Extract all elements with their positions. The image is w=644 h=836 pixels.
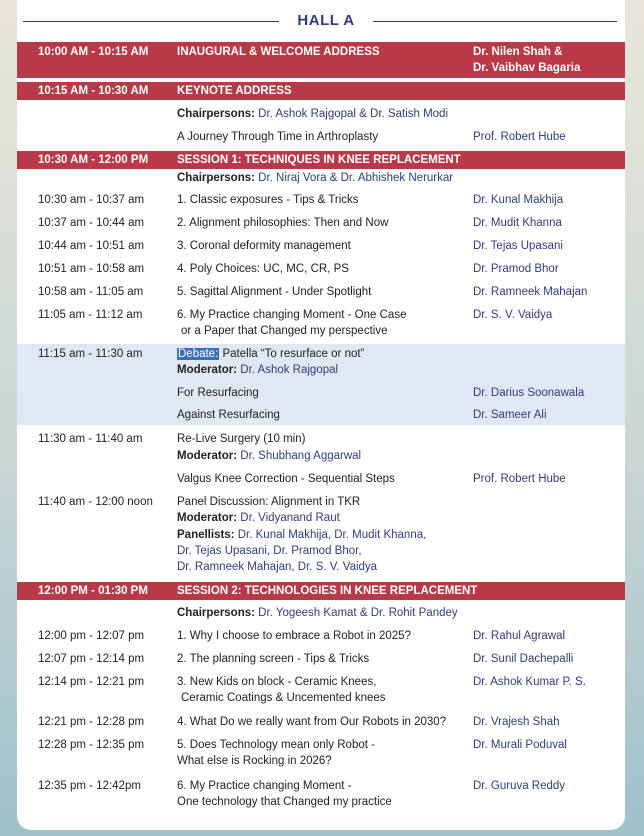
title-line-1: 5. Does Technology mean only Robot - [177, 739, 375, 751]
moderator-label: Moderator: [177, 450, 238, 462]
chairpersons-row [17, 170, 625, 188]
debate-block [17, 344, 625, 425]
speaker: Dr. Sameer Ali [473, 409, 547, 421]
chair-names: Dr. Yogeesh Kamat & Dr. Rohit Pandey [258, 607, 458, 619]
speaker: Dr. Vaibhav Bagaria [473, 62, 581, 74]
moderator-name: Dr. Shubhang Aggarwal [240, 450, 362, 462]
talk-row [17, 215, 625, 233]
title: A Journey Through Time in Arthroplasty [177, 131, 379, 143]
panel-row [17, 494, 625, 576]
debate-label: Debate: [178, 348, 219, 360]
time: 10:15 AM - 10:30 AM [38, 85, 149, 97]
panellists-label: Panellists: [177, 529, 235, 541]
session-row-2 [17, 582, 625, 600]
speaker: Dr. Tejas Upasani [473, 240, 563, 252]
title-line-2: One technology that Changed my practice [177, 796, 392, 808]
header-rule-right [373, 21, 617, 22]
speaker: Dr. Kunal Makhija [473, 194, 564, 206]
title: Against Resurfacing [177, 409, 280, 421]
chair-label: Chairpersons: [177, 607, 255, 619]
time: 12:35 pm - 12:42pm [38, 780, 141, 792]
moderator [177, 510, 469, 526]
speaker: Dr. Mudit Khanna [473, 217, 562, 229]
chairpersons [177, 605, 617, 621]
panellists-names-3: Dr. Ramneek Mahajan, Dr. S. V. Vaidya [177, 561, 378, 573]
chair-label: Chairpersons: [177, 108, 255, 120]
time: 10:58 am - 11:05 am [38, 286, 144, 298]
time: 11:30 am - 11:40 am [38, 433, 143, 445]
speaker: Prof. Robert Hube [473, 131, 566, 143]
time: 11:40 am - 12:00 noon [38, 496, 153, 508]
debate-text: Patella “To resurface or not” [222, 348, 365, 360]
title: 3. Coronal deformity management [177, 240, 351, 252]
title-line-1: 3. New Kids on block - Ceramic Knees, [177, 676, 377, 688]
title: INAUGURAL & WELCOME ADDRESS [177, 46, 380, 58]
title-line-2: or a Paper that Changed my perspective [181, 325, 388, 337]
hall-header [17, 8, 625, 36]
talk-row [17, 307, 625, 343]
title-line-2: What else is Rocking in 2026? [177, 755, 332, 767]
speaker: Dr. Ramneek Mahajan [473, 286, 588, 298]
moderator-label: Moderator: [177, 364, 238, 376]
title: Re-Live Surgery (10 min) [177, 433, 306, 445]
title-line-2: Ceramic Coatings & Uncemented knees [181, 692, 386, 704]
session-row-keynote [17, 82, 625, 100]
session-row-inaugural [17, 42, 625, 78]
speaker: Dr. Guruva Reddy [473, 780, 566, 792]
title: 1. Classic exposures - Tips & Tricks [177, 194, 359, 206]
chair-names: Dr. Ashok Rajgopal & Dr. Satish Modi [258, 108, 449, 120]
title: For Resurfacing [177, 387, 259, 399]
panellists-names-2: Dr. Tejas Upasani, Dr. Pramod Bhor, [177, 545, 362, 557]
schedule-card [17, 0, 625, 830]
moderator-name: Dr. Vidyanand Raut [240, 512, 340, 524]
chair-names: Dr. Niraj Vora & Dr. Abhishek Nerurkar [258, 172, 454, 184]
talk-row [17, 192, 625, 210]
talk-row [17, 651, 625, 669]
title: Panel Discussion: Alignment in TKR [177, 496, 361, 508]
speaker: Dr. Rahul Agrawal [473, 630, 566, 642]
speaker: Dr. Murali Poduval [473, 739, 567, 751]
talk-row [17, 261, 625, 279]
speaker: Dr. Ashok Kumar P. S. [473, 676, 586, 688]
time: 12:14 pm - 12:21 pm [38, 676, 145, 688]
chairpersons-row [17, 605, 625, 623]
time: 12:00 PM - 01:30 PM [38, 585, 148, 597]
talk-row [17, 628, 625, 646]
speaker: Dr. Pramod Bhor [473, 263, 559, 275]
title: 4. Poly Choices: UC, MC, CR, PS [177, 263, 349, 275]
moderator-label: Moderator: [177, 512, 238, 524]
title-line-1: 6. My Practice changing Moment - [177, 780, 352, 792]
talk-row [17, 778, 625, 814]
time: 12:21 pm - 12:28 pm [38, 716, 145, 728]
talk-row [17, 284, 625, 302]
speaker: Dr. Sunil Dachepalli [473, 653, 574, 665]
talk-row [17, 714, 625, 732]
time: 12:00 pm - 12:07 pm [38, 630, 145, 642]
title: 1. Why I choose to embrace a Robot in 2025? [177, 630, 411, 642]
speaker: Dr. S. V. Vaidya [473, 309, 553, 321]
talk-row [17, 674, 625, 710]
chair-label: Chairpersons: [177, 172, 255, 184]
title: 4. What Do we really want from Our Robots in 2030? [177, 716, 447, 728]
time: 10:37 am - 10:44 am [38, 217, 145, 229]
moderator-name: Dr. Ashok Rajgopal [240, 364, 339, 376]
title: 2. The planning screen - Tips & Tricks [177, 653, 370, 665]
speaker: Dr. Darius Soonawala [473, 387, 585, 399]
panellists-names-1: Dr. Kunal Makhija, Dr. Mudit Khanna, [237, 529, 427, 541]
time: 12:28 pm - 12:35 pm [38, 739, 145, 751]
chairpersons [177, 170, 617, 186]
title: SESSION 1: TECHNIQUES IN KNEE REPLACEMENT [177, 154, 461, 166]
time: 11:15 am - 11:30 am [38, 348, 143, 360]
time: 11:05 am - 11:12 am [38, 309, 143, 321]
time: 10:30 am - 10:37 am [38, 194, 145, 206]
talk-row [17, 737, 625, 773]
talk-row [17, 431, 625, 467]
time: 10:30 AM - 12:00 PM [38, 154, 149, 166]
talk-row [17, 471, 625, 489]
time: 10:44 am - 10:51 am [38, 240, 145, 252]
chairpersons-row [17, 106, 625, 124]
debate-title [177, 346, 469, 362]
session-row-1 [17, 151, 625, 169]
moderator [177, 448, 469, 464]
talk-row [17, 129, 625, 147]
title: SESSION 2: TECHNOLOGIES IN KNEE REPLACEMENT [177, 585, 478, 597]
title: 5. Sagittal Alignment - Under Spotlight [177, 286, 372, 298]
chairpersons [177, 106, 617, 122]
speaker: Dr. Vrajesh Shah [473, 716, 560, 728]
title-line-1: 6. My Practice changing Moment - One Case [177, 309, 407, 321]
title: Valgus Knee Correction - Sequential Steps [177, 473, 395, 485]
speaker: Prof. Robert Hube [473, 473, 566, 485]
time: 10:51 am - 10:58 am [38, 263, 145, 275]
header-rule-left [23, 21, 279, 22]
hall-title: HALL A [297, 12, 355, 29]
time: 10:00 AM - 10:15 AM [38, 46, 149, 58]
time: 12:07 pm - 12:14 pm [38, 653, 145, 665]
speaker: Dr. Nilen Shah & [473, 46, 563, 58]
title: KEYNOTE ADDRESS [177, 85, 292, 97]
moderator [177, 362, 469, 378]
title: 2. Alignment philosophies: Then and Now [177, 217, 389, 229]
panellists [177, 527, 469, 543]
talk-row [17, 238, 625, 256]
